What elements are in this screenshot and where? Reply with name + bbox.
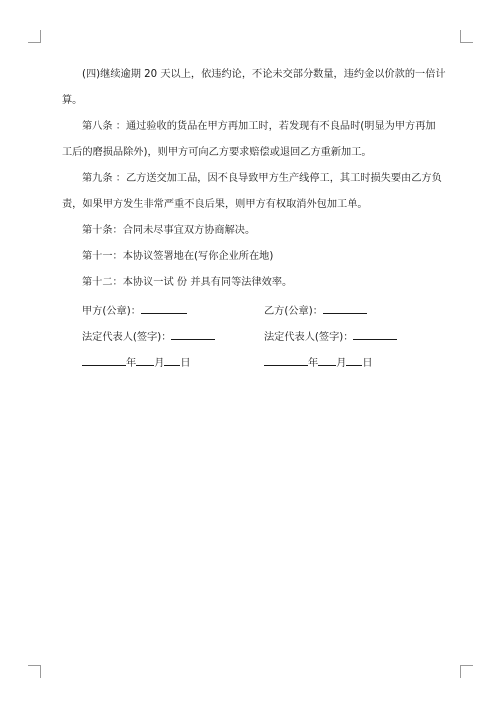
signature-row-representative [62, 328, 440, 342]
signature-row-party [62, 302, 440, 316]
date-a-day: 日 [180, 358, 191, 369]
clause-4-line-2: 算。 [62, 95, 83, 106]
party-a-seal [82, 302, 187, 319]
clause-12: 第十二：本协议一试 份 并具有同等法律效率。 [82, 277, 293, 288]
clause-4-line-1: (四)继续逾期 20 天以上，依违约论，不论未交部分数量，违约金以价款的一倍计 [82, 69, 446, 80]
date-a-month: 月 [154, 358, 165, 369]
date-a [82, 354, 191, 371]
date-b [264, 354, 373, 371]
date-b-day-line [346, 354, 362, 366]
party-a-label: 甲方(公章)： [82, 306, 141, 317]
crop-mark-bottom-right [460, 665, 473, 678]
party-b-seal [264, 302, 367, 319]
date-a-month-line [136, 354, 154, 366]
party-b-label: 乙方(公章)： [264, 306, 323, 317]
crop-mark-top-right [460, 30, 473, 43]
party-a-line [141, 302, 187, 314]
rep-b-sign [264, 328, 397, 345]
crop-mark-bottom-left [28, 665, 41, 678]
document-body [62, 68, 446, 369]
date-a-day-line [164, 354, 180, 366]
clause-8-line-2: 工后的磨损品除外)，则甲方可向乙方要求赔偿或退回乙方重新加工。 [62, 147, 372, 158]
clause-9-line-1: 第九条 ：乙方送交加工品，因不良导致甲方生产线停工，其工时损失要由乙方负 [82, 173, 442, 184]
clause-8-line-1: 第八条 ：通过验收的货品在甲方再加工时，若发现有不良品时(明显为甲方再加 [82, 121, 436, 132]
rep-b-line [353, 328, 397, 340]
date-b-month-line [318, 354, 336, 366]
date-b-month: 月 [336, 358, 347, 369]
date-a-year-line [82, 354, 126, 366]
date-a-year: 年 [126, 358, 137, 369]
date-b-year: 年 [308, 358, 319, 369]
crop-mark-top-left [28, 30, 41, 43]
signature-row-date [62, 354, 440, 368]
clause-10: 第十条：合同未尽事宜双方协商解决。 [82, 225, 256, 236]
rep-a-line [171, 328, 215, 340]
clause-9-line-2: 责，如果甲方发生非常严重不良后果，则甲方有权取消外包加工单。 [62, 199, 368, 210]
date-b-year-line [264, 354, 308, 366]
clause-11: 第十一：本协议签署地在(写你企业所在地) [82, 251, 274, 262]
rep-a-label: 法定代表人(签字)： [82, 332, 172, 343]
party-b-line [323, 302, 367, 314]
date-b-day: 日 [362, 358, 373, 369]
rep-a-sign [82, 328, 215, 345]
rep-b-label: 法定代表人(签字)： [264, 332, 354, 343]
